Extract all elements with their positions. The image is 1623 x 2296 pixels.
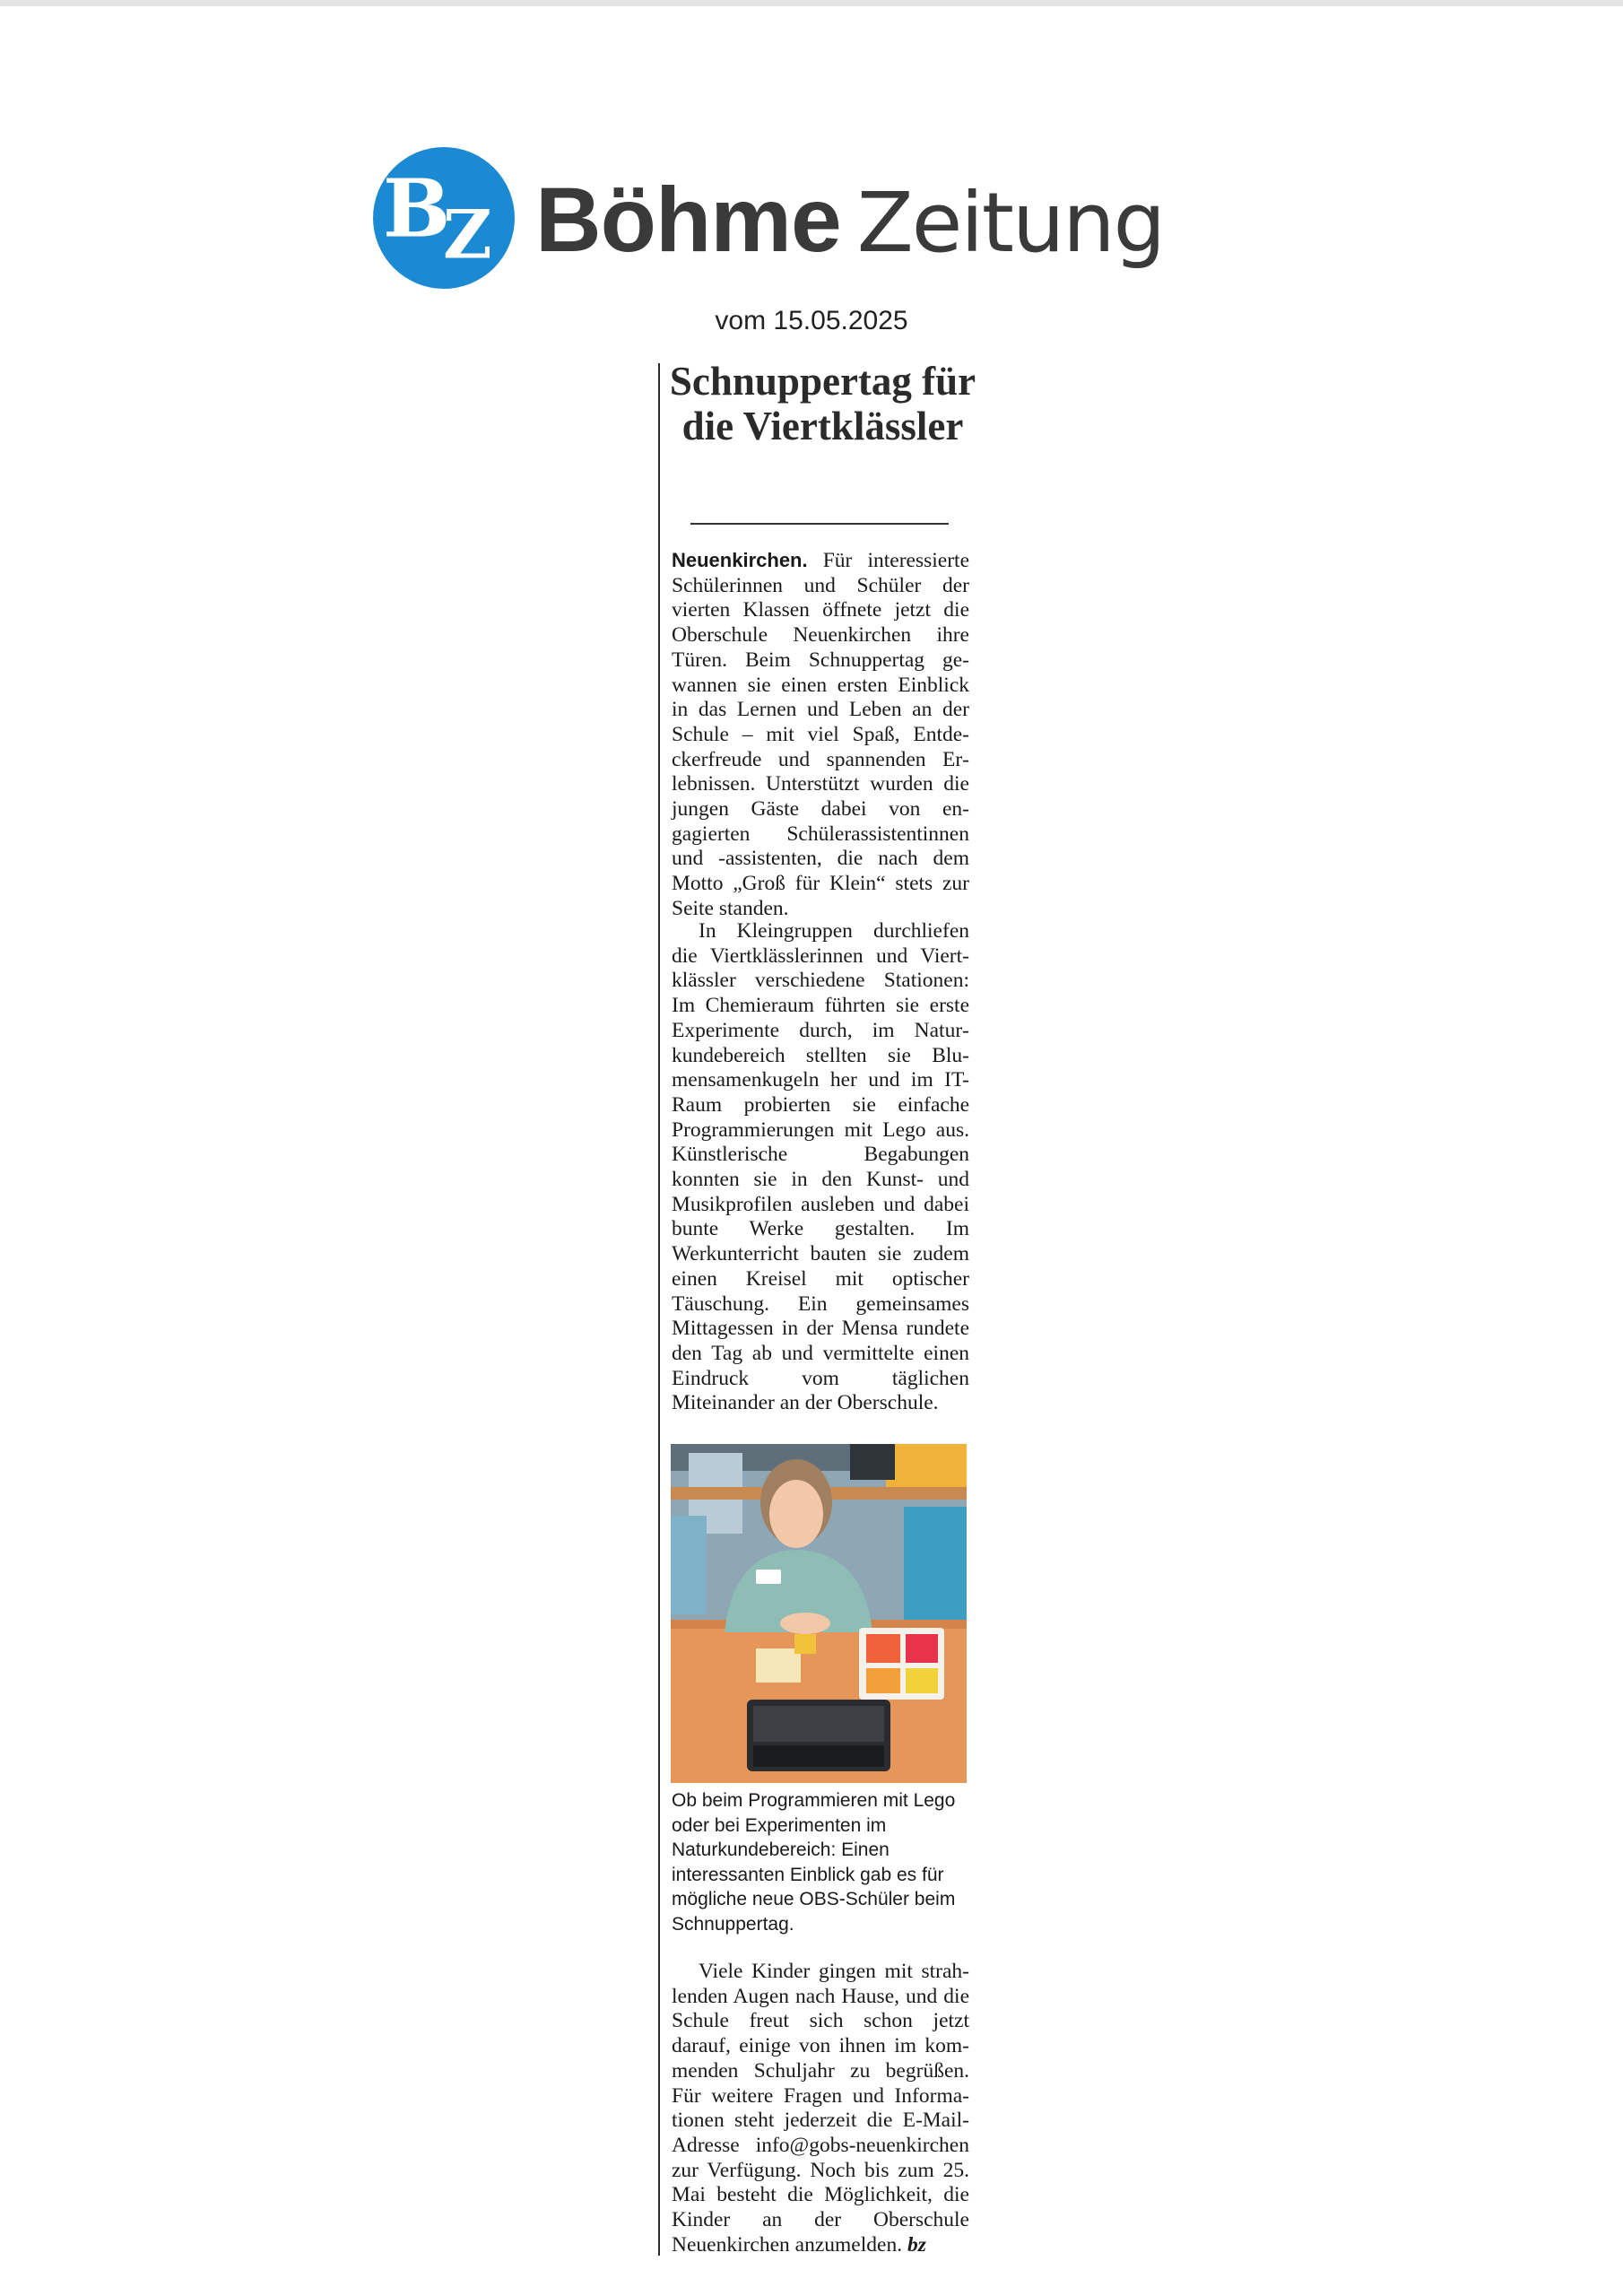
headline-divider [690, 523, 949, 525]
scan-top-edge [0, 0, 1623, 6]
newspaper-name [535, 152, 1164, 315]
photo-caption: Ob beim Programmieren mit Lego oder bei Experimenten im Naturkundebereich: Einen interessanten Einblick gab es für mögliche neue OBS-Schüler beim Schnuppertag. [672, 1790, 956, 1935]
article-photo [671, 1444, 967, 1783]
masthead [371, 144, 1268, 296]
newspaper-name-bold: Böhme [535, 169, 841, 271]
issue-date: vom 15.05.2025 [715, 306, 908, 335]
paragraph-1-text: Für interessierte Schülerinnen und Schüler der vierten Klassen öffnete jetzt die Oberschule Neuenkirchen ihre Türen. Beim Schnuppertag gewannen sie einen ersten Einblick in das Lernen und Leben an der Schule – mit viel Spaß, Entdeckerfreude und spannenden Erlebnissen. Unterstützt wurden die jungen Gäste dabei von engagierten Schülerassistentinnen und -assistenten, die nach dem Motto „Groß für Klein“ stets zur Seite standen. [672, 549, 969, 920]
paragraph-3-text: Viele Kinder gingen mit strahlenden Augen nach Hause, und die Schule freut sich schon jetzt darauf, einige von ihnen im kommenden Schuljahr zu begrüßen. Für weitere Fragen und Informationen steht jederzeit die E-Mail-Adresse info@gobs-neuenkirchen zur Verfügung. Noch bis zum 25. Mai besteht die Möglichkeit, die Kinder an der Oberschule Neuenkirchen anzumelden. [672, 1960, 969, 2257]
article-dateline: Neuenkirchen. [672, 549, 808, 571]
newspaper-name-light: Zeitung [856, 175, 1164, 271]
newspaper-logo [371, 145, 516, 291]
article-paragraph-2: In Kleingruppen durchliefen die Viertklässlerinnen und Viertklässler verschiedene Stationen: Im Chemieraum führten sie erste Experimente durch, im Naturkundebereich stellten sie Blumensamenkugeln her und im IT-Raum probierten sie einfache Programmierungen mit Lego aus. Künstlerische Begabungen konnten sie in den Kunst- und Musikprofilen ausleben und dabei bunte Werke gestalten. Im Werkunterricht bauten sie zudem einen Kreisel mit optischer Täuschung. Ein gemeinsames Mittagessen in der Mensa rundete den Tag ab und vermittelte einen Eindruck vom täglichen Miteinander an der Oberschule. [672, 919, 969, 1415]
article-headline: Schnuppertag für die Viertklässler [669, 359, 976, 448]
article-paragraph-1 [672, 548, 969, 922]
author-signoff: bz [907, 2232, 926, 2257]
svg-text:Z: Z [442, 195, 492, 274]
article-paragraph-3 [672, 1960, 969, 2257]
svg-text:B: B [382, 161, 451, 257]
column-rule [658, 363, 660, 2256]
